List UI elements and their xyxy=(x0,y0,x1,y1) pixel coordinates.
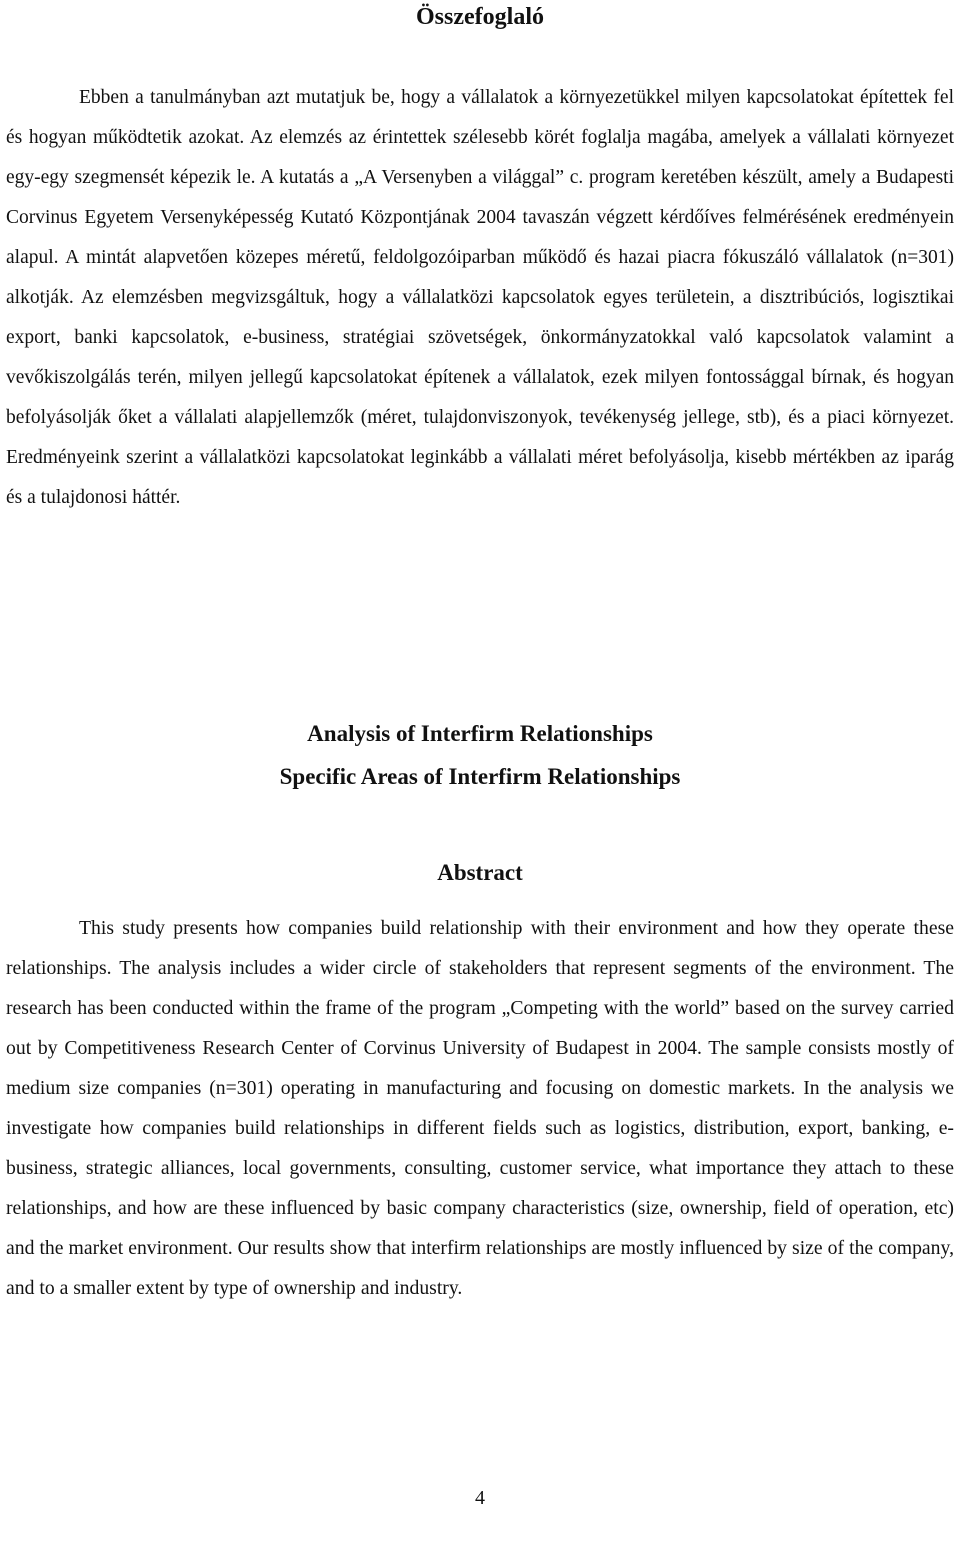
abstract-heading: Abstract xyxy=(437,860,523,885)
page-number: 4 xyxy=(475,1487,485,1509)
paper-subtitle: Specific Areas of Interfirm Relationships xyxy=(279,764,681,789)
summary-title-hungarian: Összefoglaló xyxy=(416,4,544,30)
abstract-paragraph: This study presents how companies build relationship with their environment and how they operate these relationships. The analysis includes a wider circle of stakeholders that represent segments of the environment. The research has been conducted within the frame of the program „Competing with the world” based on the survey carried out by Competitiveness Research Center of Corvinus University of Budapest in 2004. The sample consists mostly of medium size companies (n=301) operating in manufacturing and focusing on domestic markets. In the analysis we investigate how companies build relationships in different fields such as logistics, distribution, export, banking, e-business, strategic alliances, local governments, consulting, customer service, what importance they attach to these relationships, and how are these influenced by basic company characteristics (size, ownership, field of operation, etc) and the market environment. Our results show that interfirm relationships are mostly influenced by size of the company, and to a smaller extent by type of ownership and industry. xyxy=(6,917,954,1299)
summary-paragraph-hungarian: Ebben a tanulmányban azt mutatjuk be, hogy a vállalatok a környezetükkel milyen kapcsolatokat építettek fel és hogyan működtetik azokat. Az elemzés az érintettek szélesebb körét foglalja magába, amelyek a vállalati környezet egy-egy szegmensét képezik le. A kutatás a „A Versenyben a világgal” c. program keretében készült, amely a Budapesti Corvinus Egyetem Versenyképesség Kutató Központjának 2004 tavaszán végzett kérdőíves felmérésének eredményein alapul. A mintát alapvetően közepes méretű, feldolgozóiparban működő és hazai piacra fókuszáló vállalatok (n=301) alkotják. Az elemzésben megvizsgáltuk, hogy a vállalatközi kapcsolatok egyes területein, a disztribúciós, logisztikai export, banki kapcsolatok, e-business, stratégiai szövetségek, önkormányzatokkal való kapcsolatok valamint a vevőkiszolgálás terén, milyen jellegű kapcsolatokat építenek a vállalatok, ezek milyen fontossággal bírnak, és hogyan befolyásolják őket a vállalati alapjellemzők (méret, tulajdonviszonyok, tevékenység jellege, stb), és a piaci környezet. Eredményeink szerint a vállalatközi kapcsolatokat leginkább a vállalati méret befolyásolja, kisebb mértékben az iparág és a tulajdonosi háttér. xyxy=(6,87,954,508)
paper-title: Analysis of Interfirm Relationships xyxy=(307,721,653,746)
